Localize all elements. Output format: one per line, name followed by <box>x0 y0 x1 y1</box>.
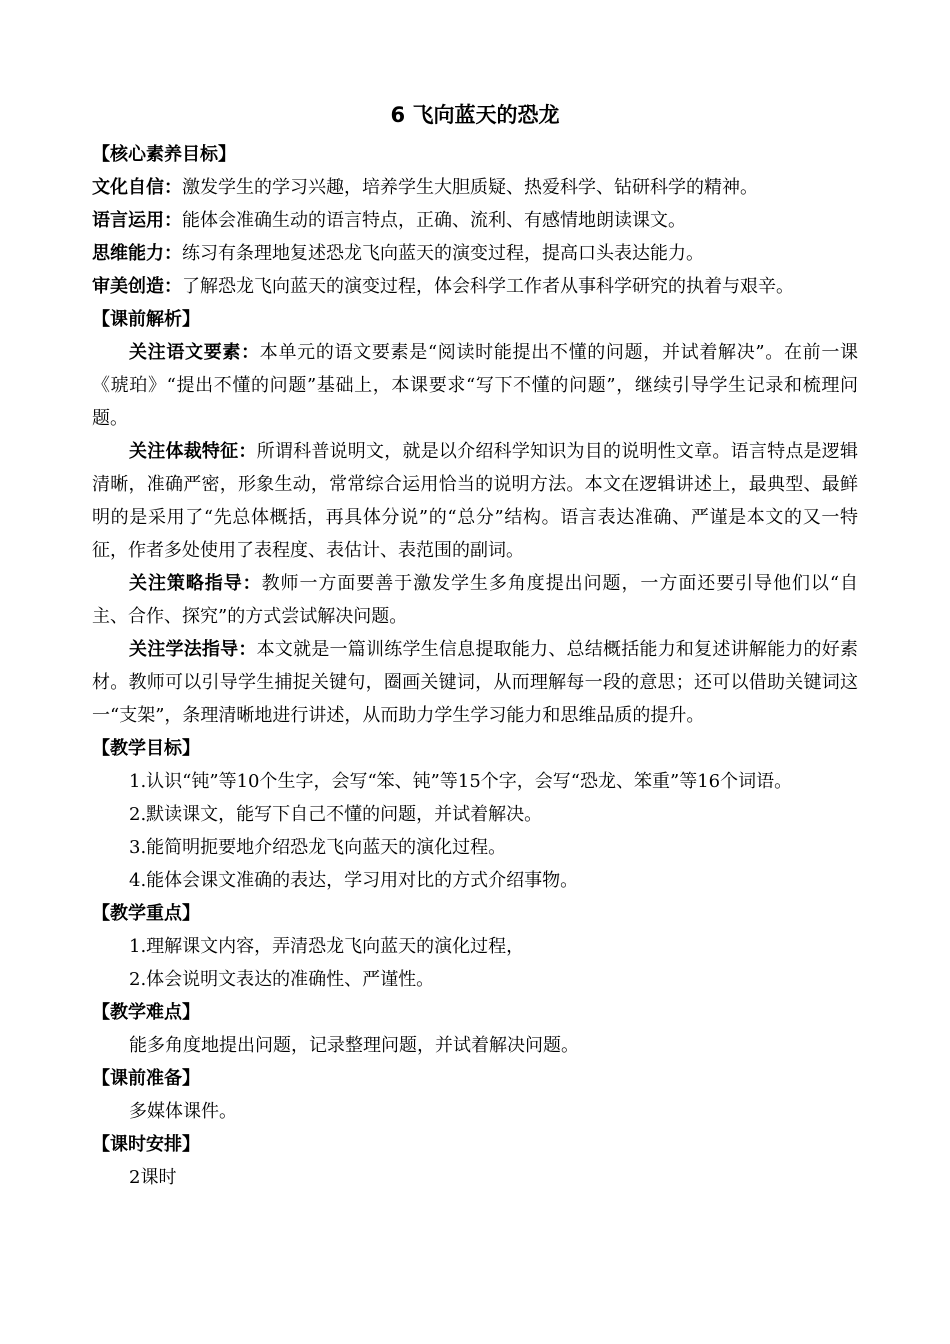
section-heading-key: 【教学重点】 <box>92 903 200 924</box>
core-item-text: 了解恐龙飞向蓝天的演变过程，体会科学工作者从事科学研究的执着与艰辛。 <box>182 276 794 297</box>
section-heading-prepare: 【课前准备】 <box>92 1068 200 1089</box>
key-item: 2.体会说明文表达的准确性、严谨性。 <box>129 969 435 990</box>
document-body <box>92 138 858 1194</box>
pre-item-text: 本单元的语文要素是“阅读时能提出不懂的问题，并试着解决”。在前一课《琥珀》“提出不懂的问题”基础上，本课要求“写下不懂的问题”，继续引导学生记录和梳理问题。 <box>92 342 859 429</box>
pre-item-text: 教师一方面要善于激发学生多角度提出问题，一方面还要引导他们以“自主、合作、探究”的方式尝试解决问题。 <box>92 573 858 627</box>
section-heading-core: 【核心素养目标】 <box>92 144 236 165</box>
key-item: 1.理解课文内容，弄清恐龙飞向蓝天的演化过程， <box>129 936 525 957</box>
pre-item <box>92 567 858 633</box>
difficult-text: 能多角度地提出问题，记录整理问题，并试着解决问题。 <box>129 1035 579 1056</box>
schedule-text: 2课时 <box>129 1167 177 1188</box>
core-item-label: 文化自信： <box>92 177 182 198</box>
goal-item: 1.认识“钝”等10个生字，会写“笨、钝”等15个字，会写“恐龙、笨重”等16个词语。 <box>129 771 793 792</box>
pre-item <box>92 633 858 732</box>
pre-item-label: 关注策略指导： <box>129 573 262 594</box>
goal-item: 2.默读课文，能写下自己不懂的问题，并试着解决。 <box>129 804 543 825</box>
core-item-label: 语言运用： <box>92 210 182 231</box>
core-item-text: 激发学生的学习兴趣，培养学生大胆质疑、热爱科学、钻研科学的精神。 <box>182 177 758 198</box>
prepare-text: 多媒体课件。 <box>129 1101 237 1122</box>
core-item-label: 审美创造： <box>92 276 182 297</box>
core-item-text: 能体会准确生动的语言特点，正确、流利、有感情地朗读课文。 <box>182 210 686 231</box>
section-heading-difficult: 【教学难点】 <box>92 1002 200 1023</box>
pre-item-text: 所谓科普说明文，就是以介绍科学知识为目的说明性文章。语言特点是逻辑清晰，准确严密，形象生动，常常综合运用恰当的说明方法。本文在逻辑讲述上，最典型、最鲜明的是采用了“先总体概括，再具体分说”的“总分”结构。语言表达准确、严谨是本文的又一特征，作者多处使用了表程度、表估计、表范围的副词。 <box>92 441 859 561</box>
pre-item <box>92 336 858 435</box>
section-heading-pre: 【课前解析】 <box>92 309 200 330</box>
pre-item-text: 本文就是一篇训练学生信息提取能力、总结概括能力和复述讲解能力的好素材。教师可以引导学生捕捉关键句，圈画关键词，从而理解每一段的意思；还可以借助关键词这一“支架”，条理清晰地进行讲述，从而助力学生学习能力和思维品质的提升。 <box>92 639 859 726</box>
goal-item: 3.能简明扼要地介绍恐龙飞向蓝天的演化过程。 <box>129 837 507 858</box>
pre-item-label: 关注学法指导： <box>129 639 257 660</box>
core-item <box>92 171 858 204</box>
page-title: 6 飞向蓝天的恐龙 <box>390 103 560 127</box>
section-heading-schedule: 【课时安排】 <box>92 1134 200 1155</box>
core-item <box>92 237 858 270</box>
pre-item-label: 关注语文要素： <box>129 342 260 363</box>
goal-item: 4.能体会课文准确的表达，学习用对比的方式介绍事物。 <box>129 870 579 891</box>
section-heading-goals: 【教学目标】 <box>92 738 200 759</box>
core-item-label: 思维能力： <box>92 243 182 264</box>
pre-item-label: 关注体裁特征： <box>129 441 257 462</box>
pre-item <box>92 435 858 567</box>
core-item <box>92 204 858 237</box>
core-item-text: 练习有条理地复述恐龙飞向蓝天的演变过程，提高口头表达能力。 <box>182 243 704 264</box>
core-item <box>92 270 858 303</box>
